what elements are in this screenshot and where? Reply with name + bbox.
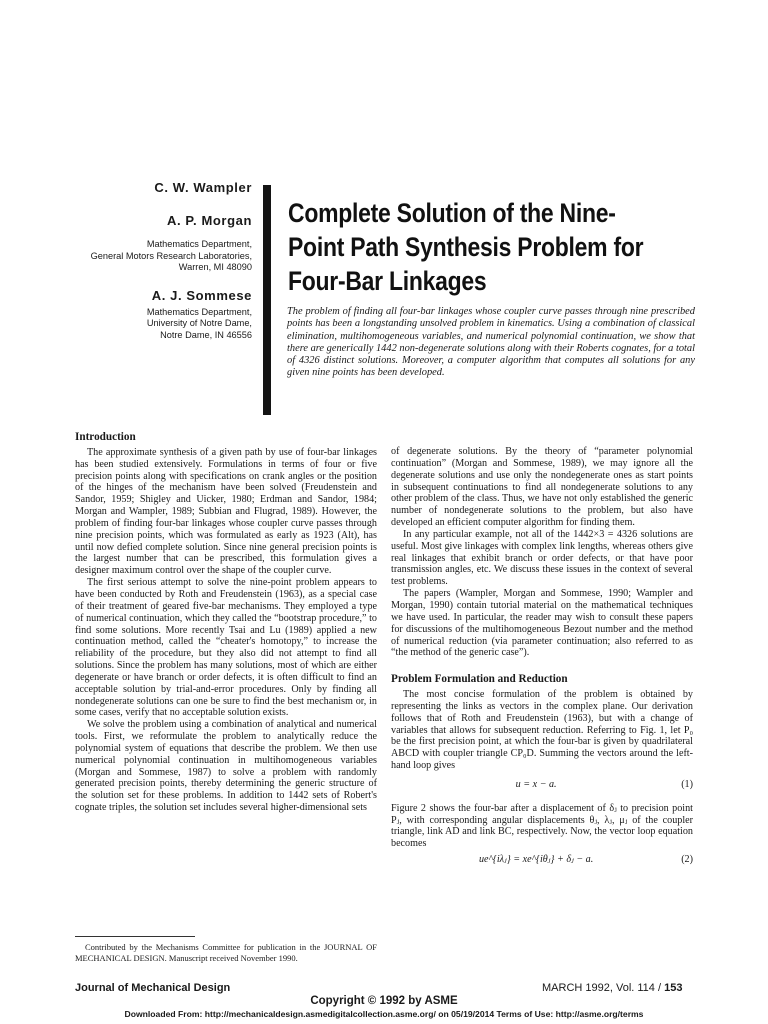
section-heading-formulation: Problem Formulation and Reduction: [391, 673, 568, 686]
author-affiliation: Mathematics Department,: [146, 306, 252, 317]
journal-name: Journal of Mechanical Design: [75, 982, 231, 994]
equation-2: [391, 854, 693, 866]
issue-info: [542, 982, 682, 994]
author-affiliation: General Motors Research Laboratories,: [90, 250, 252, 261]
body-paragraph: The most concise formulation of the problem is obtained by representing the links as vectors in the complex plane. Our derivation follows that of Roth and Freudenstein (1963), but with a change of variables that allows for subsequent reduction. Referring to Fig. 1, let P₀ be the first precision point, at which the four-bar is given by quadrilateral ABCD with coupler triangle CP₀D. Summing the vectors around the left-hand loop gives: [391, 689, 693, 772]
download-notice: Downloaded From: http://mechanicaldesign.asmedigitalcollection.asme.org/ on 05/19/2014 Terms of Use: http://asme.org/terms: [124, 1009, 644, 1019]
equation-number: (1): [681, 778, 693, 790]
section-heading-introduction: Introduction: [75, 431, 136, 443]
footnote-rule: [75, 936, 195, 937]
equation-1: [391, 779, 693, 791]
body-column-right: [391, 446, 693, 878]
body-paragraph: We solve the problem using a combination of analytical and numerical tools. First, we reformulate the problem to analytically reduce the polynomial system of equations that describe the problem. We then use numerical polynomial continuation in multihomogeneous variables (Morgan and Sommese, 1987) to solve a problem with randomly generated precision points, thereby determining the generic structure of the solution set for these problems. In addition to 1442 sets of Robert's cognate triples, the solution set includes several higher-dimensional sets: [75, 719, 377, 814]
page-number: 153: [664, 982, 683, 994]
equation-expression: u = x − a.: [515, 778, 557, 790]
paper-title: Complete Solution of the Nine- Point Path Synthesis Problem for Four-Bar Linkages: [288, 198, 644, 296]
author-name: C. W. Wampler: [154, 180, 252, 195]
author-affiliation: University of Notre Dame,: [146, 318, 252, 329]
body-paragraph: The papers (Wampler, Morgan and Sommese, 1990; Wampler and Morgan, 1990) contain tutorial material on the mathematical techniques we have used. In particular, the reader may wish to consult these papers for discussions of the multihomogeneous Bezout number and the method of numerical reduction (via parameter continuation; also referred to as “the method of the generic case”).: [391, 588, 693, 659]
author-affiliation: Mathematics Department,: [146, 239, 252, 249]
author-name: A. J. Sommese: [151, 287, 252, 303]
author-affiliation: Notre Dame, IN 46556: [160, 329, 252, 340]
footnote: Contributed by the Mechanisms Committee for publication in the JOURNAL OF MECHANICAL DESIGN. Manuscript received November 1990.: [75, 942, 377, 963]
equation-number: (2): [681, 854, 693, 866]
body-paragraph: Figure 2 shows the four-bar after a displacement of δⱼ to precision point Pⱼ, with corresponding angular displacements θⱼ, λⱼ, μⱼ of the coupler triangle, link AD and link BC, respectively. Now, the vector loop equation becomes: [391, 802, 693, 850]
author-name: A. P. Morgan: [167, 213, 252, 228]
equation-expression: ue^{iλⱼ} = xe^{iθⱼ} + δⱼ − a.: [478, 854, 594, 866]
body-paragraph: The approximate synthesis of a given path by use of four-bar linkages has been studied extensively. Formulations in terms of four or five precision points along with specifications on crank angles or the position of the hinges of the mechanism have been solved (Freudenstein and Sandor, 1959; Shigley and Uicker, 1980; Erdman and Sandor, 1984; Morgan and Wampler, 1989; Subbian and Flugrad, 1989). However, the problem of finding four-bar linkages whose coupler curve passes through nine precision points, which was formulated as early as 1923 (Alt), has until now defied complete solution. Since nine general precision points is the largest number that can be prescribed, this formulation gives a designer maximum control over the shape of the coupler curve.: [75, 446, 377, 577]
authors-block: [40, 180, 252, 342]
body-paragraph: The first serious attempt to solve the nine-point problem appears to have been conducted by Roth and Freudenstein (1963), as a special case of their treatment of geared five-bar mechanisms. They employed a type of numerical continuation, which they called the “bootstrap procedure,” to find some solutions. More recently Tsai and Lu (1989) applied a new continuation method, called the “cheater's homotopy,” to increase the reliability of the procedure, but they also did not attempt to find all solutions. Since the problem has many solutions, most of which are either degenerate or have branch or order defects, it is often difficult to find an acceptable solution by trial-and-error procedures. Only by finding all nondegenerate solutions can one be sure to find the best mechanism or, in some cases, verify that no acceptable solution exists.: [75, 577, 377, 719]
abstract: The problem of finding all four-bar linkages whose coupler curve passes through nine prescribed points has been a longstanding unsolved problem in kinematics. Using a combination of classical elimination, multihomogeneous variables, and numerical polynomial continuation, we show that there are generically 1442 non-degenerate solutions along with their Roberts cognates, for a total of 4326 distinct solutions. Moreover, a computer algorithm that computes all solutions for any given nine points has been developed.: [287, 306, 695, 379]
body-paragraph: In any particular example, not all of the 1442×3 = 4326 solutions are useful. Most give linkages with complex link lengths, whereas others give real linkages that exhibit branch or order defects, or that have poor transmission angles, etc. We discuss these issues in the context of several test problems.: [391, 528, 693, 588]
copyright: Copyright © 1992 by ASME: [310, 995, 458, 1007]
author-affiliation: Warren, MI 48090: [178, 262, 252, 273]
title-divider-rule: [263, 185, 271, 415]
issue-text: MARCH 1992, Vol. 114 /: [542, 982, 662, 994]
body-paragraph: of degenerate solutions. By the theory of “parameter polynomial continuation” (Morgan and Sommese, 1989), we may ignore all the degenerate solutions and use only the nondegenerate ones as start points in subsequent continuations to find all nondegenerate solutions to any other problem of the class. Thus, we have not only established the generic number of nondegenerate solutions to the problem, but also have developed an efficient computer algorithm for finding them.: [391, 446, 693, 529]
body-column-left: [75, 432, 377, 814]
